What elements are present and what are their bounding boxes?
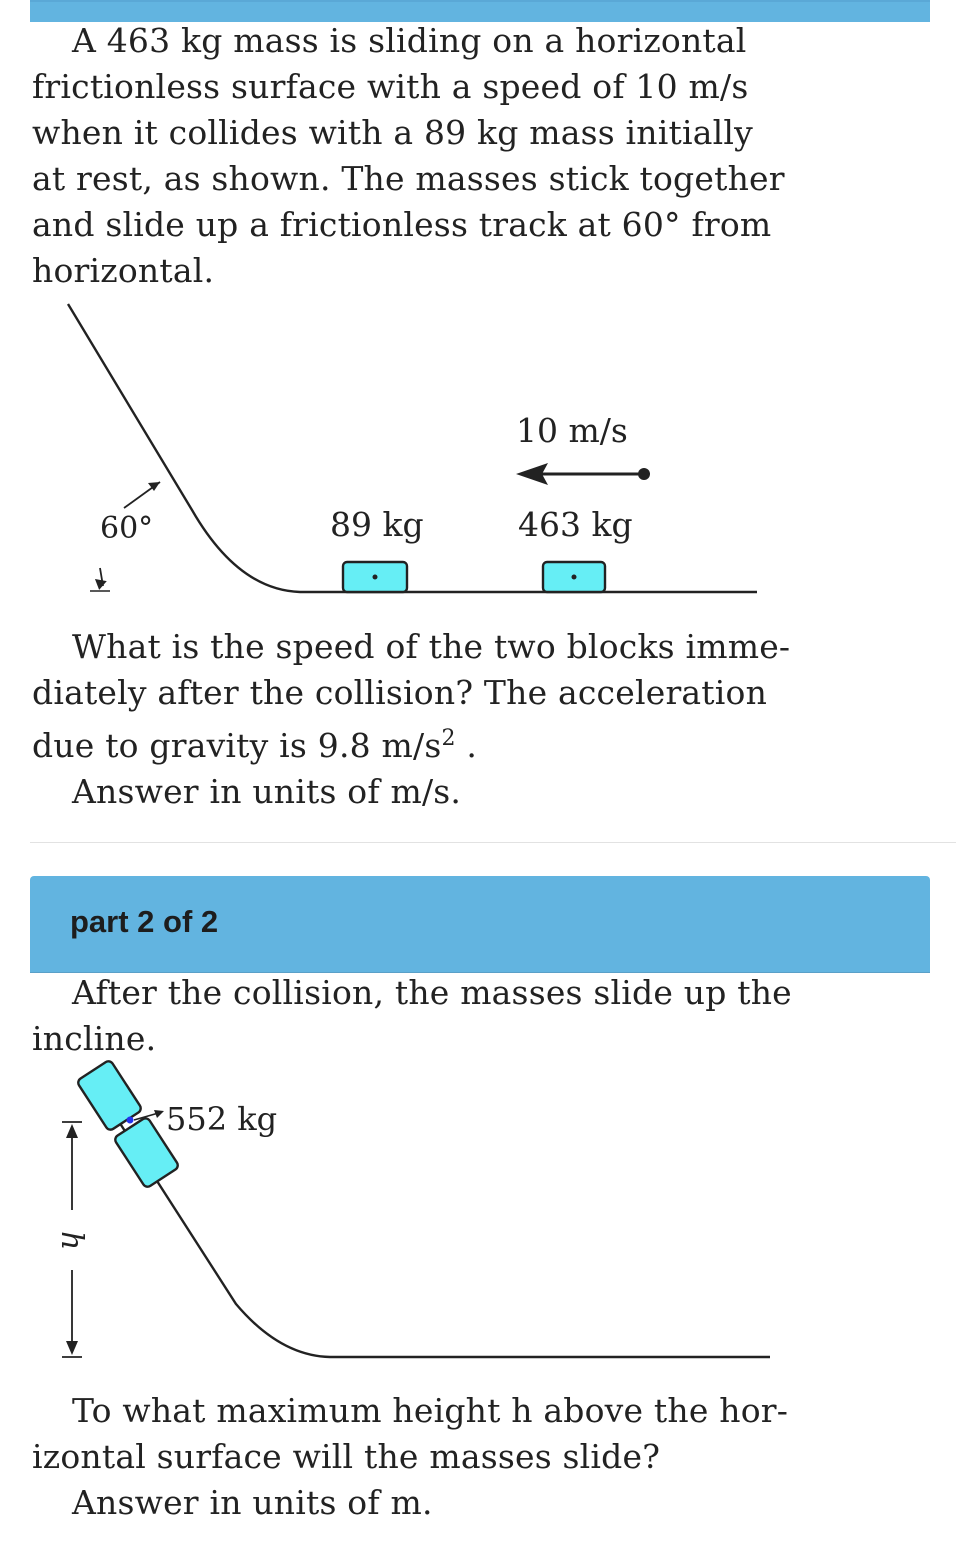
block-89kg-center (373, 575, 378, 580)
height-label: h (54, 1231, 89, 1251)
problem-statement (32, 18, 822, 294)
part2-question (32, 1388, 822, 1526)
part1-question (32, 624, 822, 815)
part-header-title: part 2 of 2 (70, 904, 219, 939)
angle-label: 60° (100, 511, 154, 546)
contact-dot (127, 1117, 134, 1124)
track-curve (68, 304, 757, 592)
problem-line: at rest, as shown. The masses stick together (32, 159, 785, 198)
question-line: To what maximum height h above the hor- (72, 1391, 789, 1430)
height-arrow-up-head (66, 1124, 78, 1138)
section-divider (30, 842, 956, 843)
answer-units: Answer in units of m. (72, 1483, 433, 1522)
answer-units: Answer in units of m/s. (72, 772, 462, 811)
question-tail: . (455, 726, 478, 765)
part2-intro (32, 970, 822, 1062)
question-text: due to gravity is 9.8 m/s (32, 726, 442, 765)
problem-line: A 463 kg mass is sliding on a horizontal (72, 21, 747, 60)
part-header (30, 876, 930, 973)
problem-line: frictionless surface with a speed of 10 m/s (32, 67, 749, 106)
intro-line: After the collision, the masses slide up the (72, 973, 792, 1012)
block-463kg-center (572, 575, 577, 580)
speed-label: 10 m/s (516, 411, 628, 450)
collision-figure (0, 290, 956, 610)
mass1-label: 89 kg (330, 505, 424, 544)
superscript: 2 (441, 726, 456, 751)
problem-line: when it collides with a 89 kg mass initially (32, 113, 753, 152)
height-arrow-down-head (66, 1341, 78, 1355)
combined-mass-label: 552 kg (166, 1100, 278, 1138)
question-line-with-superscript (32, 716, 822, 769)
question-line: diately after the collision? The acceleration (32, 673, 768, 712)
problem-line: and slide up a frictionless track at 60° from (32, 205, 772, 244)
velocity-arrow-tail-dot (638, 468, 650, 480)
problem-line: horizontal. (32, 251, 215, 290)
angle-arrow-down-head (93, 579, 107, 591)
intro-line: incline. (32, 1019, 157, 1058)
incline-figure (0, 1050, 956, 1370)
mass-label-pointer-head (154, 1110, 164, 1118)
mass2-label: 463 kg (518, 505, 633, 544)
question-line: What is the speed of the two blocks imme- (72, 627, 791, 666)
question-line: izontal surface will the masses slide? (32, 1437, 661, 1476)
